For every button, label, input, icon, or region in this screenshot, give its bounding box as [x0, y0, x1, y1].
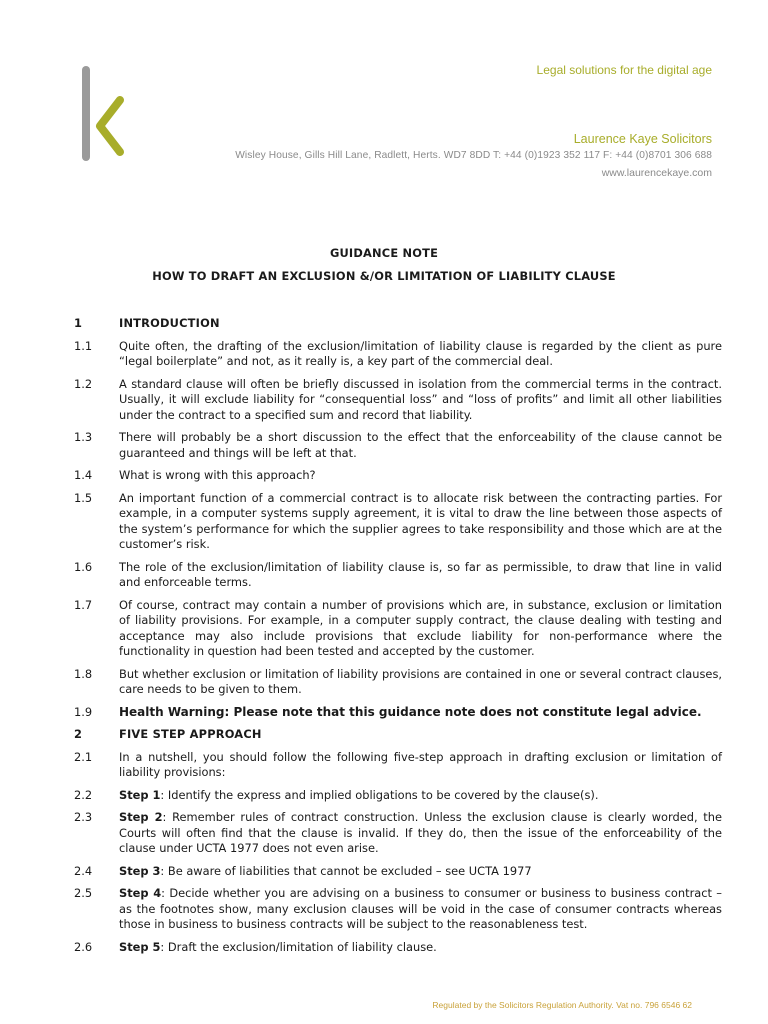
paragraph-text — [119, 940, 722, 956]
step-paragraph — [74, 788, 722, 804]
health-warning — [74, 705, 722, 721]
step-label: Step 3 — [119, 863, 161, 878]
health-warning-text: Health Warning: Please note that this guidance note does not constitute legal advice. — [119, 704, 702, 719]
paragraph-text: An important function of a commercial contract is to allocate risk between the contracting parties. For example, in a computer systems supply agreement, it is vital to draw the line between those aspects of the system’s performance for which the supplier agrees to take responsibility and those which are at the customer’s risk. — [119, 490, 722, 551]
paragraph-number: 2.5 — [74, 886, 93, 900]
paragraph-number: 1.8 — [74, 666, 93, 681]
firm-website[interactable]: www.laurencekaye.com — [601, 167, 712, 179]
paragraph-text — [119, 810, 722, 857]
paragraph-number: 1.9 — [74, 704, 93, 719]
paragraph-number: 1.1 — [74, 338, 93, 353]
step-text: : Be aware of liabilities that cannot be excluded – see UCTA 1977 — [160, 863, 532, 878]
firm-name: Laurence Kaye Solicitors — [573, 132, 712, 146]
paragraph — [74, 560, 722, 591]
step-label: Step 5 — [119, 939, 161, 954]
paragraph-number: 2.6 — [74, 939, 93, 954]
firm-logo — [74, 64, 134, 164]
section-title: INTRODUCTION — [119, 316, 220, 330]
paragraph-text: What is wrong with this approach? — [119, 468, 316, 482]
paragraph-number: 2.2 — [74, 787, 93, 802]
document-title: GUIDANCE NOTE — [329, 246, 439, 260]
logo-chevron — [100, 100, 120, 152]
step-label: Step 1 — [119, 787, 161, 802]
logo-bar — [82, 66, 90, 161]
document-body — [74, 316, 722, 962]
paragraph-number: 1.2 — [74, 376, 93, 391]
regulation-footer: Regulated by the Solicitors Regulation Authority. Vat no. 796 6546 62 — [432, 1000, 692, 1010]
step-text: : Draft the exclusion/limitation of liability clause. — [160, 939, 437, 954]
section-number: 2 — [74, 727, 83, 741]
step-paragraph — [74, 810, 722, 857]
step-paragraph — [74, 864, 722, 880]
section-title: FIVE STEP APPROACH — [119, 727, 262, 741]
section-heading — [74, 316, 722, 332]
step-text: : Remember rules of contract construction. Unless the exclusion clause is clearly worded, the Courts will often find that the clause is invalid. If they do, then the issue of the enforceability of the clause under UCTA 1977 does not even arise. — [119, 810, 723, 855]
step-label: Step 2 — [119, 810, 163, 824]
firm-address: Wisley House, Gills Hill Lane, Radlett, Herts. WD7 8DD T: +44 (0)1923 352 117 F: +44 (0)8701 306 688 — [235, 150, 712, 161]
paragraph — [74, 377, 722, 424]
paragraph-text — [119, 788, 722, 804]
section-heading — [74, 727, 722, 743]
document-subtitle: HOW TO DRAFT AN EXCLUSION &/OR LIMITATION OF LIABILITY CLAUSE — [152, 269, 616, 283]
paragraph-text: There will probably be a short discussion to the effect that the enforceability of the clause cannot be guaranteed and things will be left at that. — [119, 430, 722, 460]
section-number: 1 — [74, 316, 83, 330]
paragraph-text: Of course, contract may contain a number of provisions which are, in substance, exclusion or limitation of liability provisions. For example, in a computer supply contract, the clause dealing with testing and acceptance may also include provisions that exclude liability for non-performance where the functionality in question had been tested and accepted by the customer. — [119, 597, 722, 658]
paragraph-number: 2.1 — [74, 749, 93, 764]
paragraph — [74, 468, 722, 484]
paragraph-text: In a nutshell, you should follow the following five-step approach in drafting exclusion or limitation of liability provisions: — [119, 749, 722, 779]
step-label: Step 4 — [119, 886, 162, 900]
step-paragraph — [74, 940, 722, 956]
paragraph-text — [119, 864, 722, 880]
paragraph-number: 1.6 — [74, 559, 93, 574]
paragraph-text — [119, 886, 722, 933]
paragraph — [74, 430, 722, 461]
paragraph-number: 2.3 — [74, 810, 93, 824]
paragraph — [74, 339, 722, 370]
paragraph-number: 1.4 — [74, 468, 93, 482]
paragraph-text: Quite often, the drafting of the exclusion/limitation of liability clause is regarded by the client as pure “legal boilerplate” and not, as it really is, a key part of the commercial deal. — [119, 338, 722, 368]
paragraph-text: But whether exclusion or limitation of liability provisions are contained in one or several contract clauses, care needs to be given to them. — [119, 666, 722, 696]
paragraph — [74, 750, 722, 781]
step-text: : Identify the express and implied obligations to be covered by the clause(s). — [160, 787, 599, 802]
paragraph-number: 2.4 — [74, 863, 93, 878]
paragraph — [74, 491, 722, 553]
paragraph — [74, 598, 722, 660]
paragraph-number: 1.5 — [74, 490, 93, 505]
paragraph-number: 1.3 — [74, 430, 93, 444]
paragraph — [74, 667, 722, 698]
step-text: : Decide whether you are advising on a business to consumer or business to business contract – as the footnotes show, many exclusion clauses will be void in the case of consumer contracts whereas those in business to business contracts will be subject to the reasonableness test. — [119, 886, 723, 931]
tagline: Legal solutions for the digital age — [536, 63, 712, 77]
paragraph-text: A standard clause will often be briefly discussed in isolation from the commercial terms in the contract. Usually, it will exclude liability for “consequential loss” and “loss of profits” and limit all other liabilities under the contract to a specified sum and record that liability. — [119, 376, 722, 422]
paragraph-text: The role of the exclusion/limitation of liability clause is, so far as permissible, to draw that line in valid and enforceable terms. — [119, 559, 722, 589]
paragraph-number: 1.7 — [74, 597, 93, 612]
step-paragraph — [74, 886, 722, 933]
